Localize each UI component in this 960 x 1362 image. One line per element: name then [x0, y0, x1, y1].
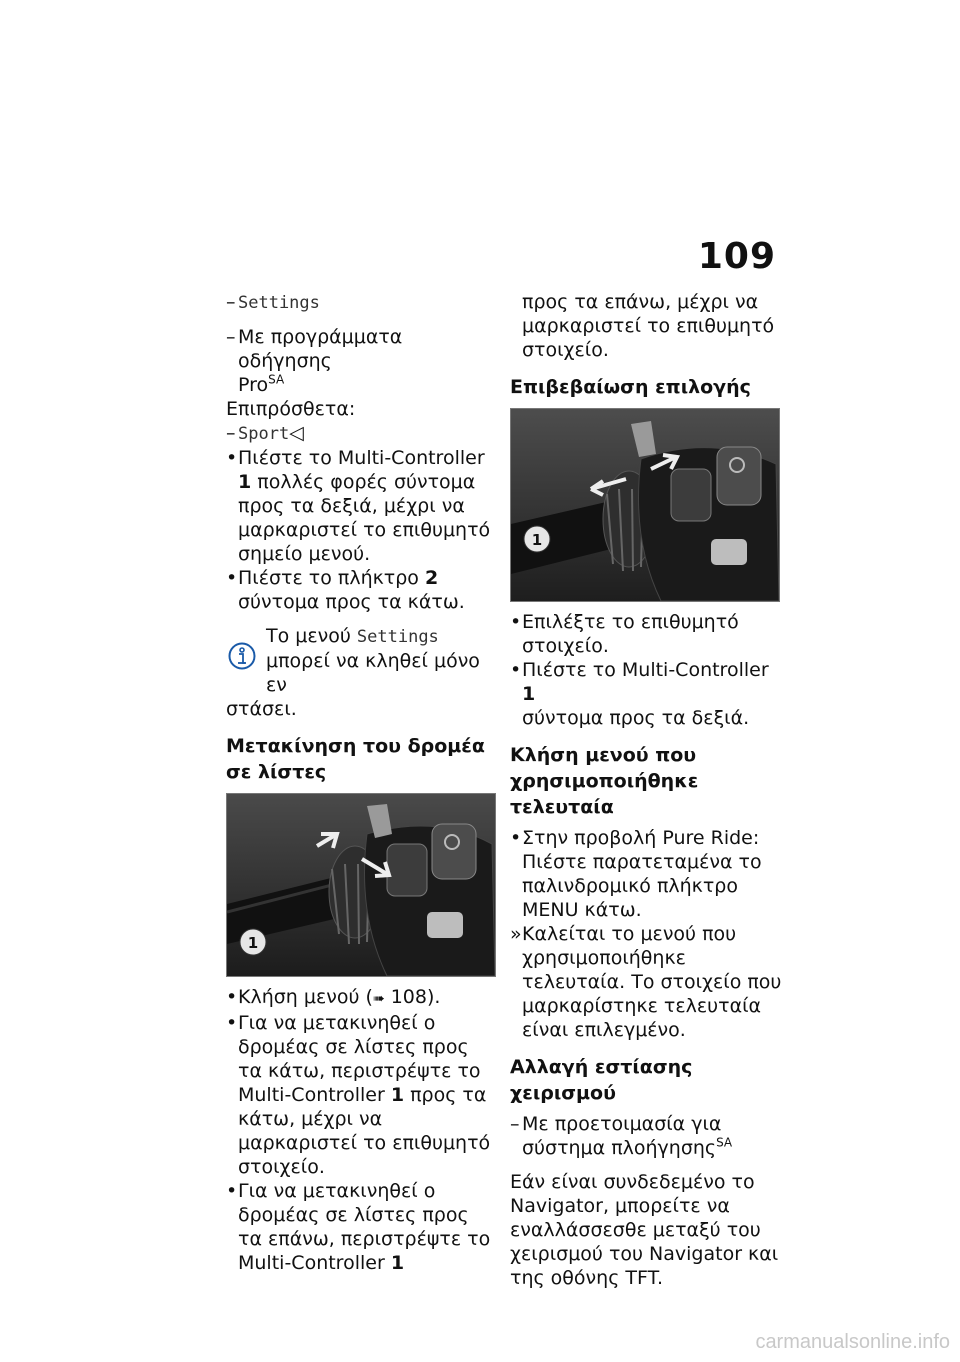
right-column [510, 290, 782, 1290]
handlebar-photo [510, 408, 780, 602]
sport-triangle-icon: ◁ [289, 422, 304, 444]
list-item: • Επιλέξτε το επιθυμητό στοιχείο. [510, 610, 782, 658]
list-item: • Πιέστε το Multi-Controller 1 πολλές φορές σύντομα προς τα δεξιά, μέχρι να μαρκαριστεί το επιθυμητό σημείο μενού. [226, 446, 496, 566]
section-heading: Μετακίνηση του δρομέα σε λίστες [226, 735, 485, 783]
sa-superscript: SA [268, 372, 285, 387]
photo-callout-label: 1 [531, 531, 543, 549]
result-item: » Καλείται το μενού που χρησιμοποιήθηκε τελευταία. Το στοιχείο που μαρκαρίστηκε τελευταία είναι επιλεγμένο. [510, 922, 782, 1042]
page-number: 109 [697, 236, 776, 277]
photo-callout-label: 1 [247, 934, 259, 952]
list-item: – Με προγράμματα οδήγησης Pro$^{SA}$ [226, 325, 496, 397]
list-item-continued: προς τα επάνω, μέχρι να μαρκαριστεί το επιθυμητό στοιχείο. [522, 291, 775, 361]
list-item: • Για να μετακινηθεί ο δρομέας σε λίστες προς τα κάτω, περιστρέψτε το Multi-Controller 1 προς τα κάτω, μέχρι να μαρκαριστεί το επιθυμητό στοιχείο. [226, 1011, 496, 1179]
list-item: • Πιέστε το Multi-Controller 1 σύντομα προς τα δεξιά. [510, 658, 782, 730]
section-heading: Αλλαγή εστίασης χειρισμού [510, 1056, 693, 1104]
section-heading: Επιβεβαίωση επιλογής [510, 376, 751, 398]
list-item: • Για να μετακινηθεί ο δρομέας σε λίστες προς τα επάνω, περιστρέψτε το Multi-Controller 1 [226, 1179, 496, 1275]
list-item: • Κλήση μενού (➠ 108). [226, 985, 496, 1011]
watermark: carmanualsonline.info [755, 1331, 950, 1353]
list-item: – Με προετοιμασία για σύστημα πλοήγησης$^{SA}$ [510, 1112, 782, 1160]
info-note: Το μενού Settings μπορεί να κληθεί μόνο εν [226, 624, 496, 697]
paragraph: Εάν είναι συνδεδεμένο το Navigator, μπορείτε να εναλλάσσεσθε μεταξύ του χειρισμού του Navigator και της οθόνης TFT. [510, 1171, 779, 1289]
info-icon [228, 642, 256, 670]
sa-superscript: SA [716, 1135, 733, 1150]
list-item: • Πιέστε το πλήκτρο 2 σύντομα προς τα κάτω. [226, 566, 496, 614]
list-item: • Στην προβολή Pure Ride: Πιέστε παρατεταμένα το παλινδρομικό πλήκτρο MENU κάτω. [510, 826, 782, 922]
section-heading: Κλήση μενού που χρησιμοποιήθηκε τελευταία [510, 744, 699, 818]
left-column: – Settings – Με προγράμματα οδήγησης Pro$^{SA}$ Επιπρόσθετα: – Sport◁ • Πιέστε το Multi-Controller 1 πολλές φορές σύντομα προς τα δεξιά, μέχρι να μαρκαριστεί το επιθυμητό σημείο μενού. • Πιέστε το πλήκτρο 2 σύντομα προς τα κάτω. Το μενού Settings μπορεί να κληθεί μόνο εν στάσει. Μετακίνηση του δρομέα σε λίστες 1 • Κλήση μενού (➠ 108). • Για να μετακινηθεί ο δρομέας σε λίστες προς τα κάτω, περιστρέψτε το Multi-Controller 1 προς τα κάτω, μέχρι να μαρκαριστεί το επιθυμητό στοιχείο. • Για να μετακινηθεί ο δρομέας σε λίστες προς τα επάνω, περιστρέψτε το Multi-Controller 1 [226, 290, 496, 1275]
list-item: – Settings [226, 290, 496, 315]
additionally-label: Επιπρόσθετα: [226, 398, 356, 420]
page-reference-arrow-icon: ➠ [372, 991, 385, 1007]
list-item: – Sport◁ [226, 421, 496, 446]
handlebar-photo [226, 793, 496, 977]
